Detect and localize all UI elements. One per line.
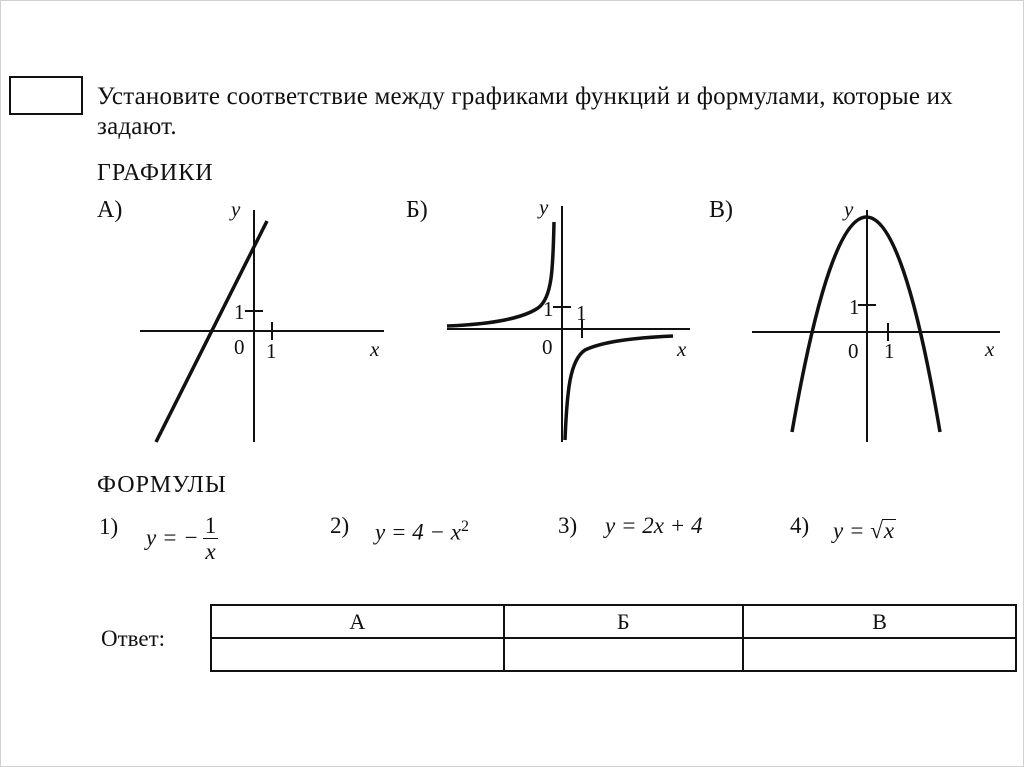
formula-4-lhs: y = √ (833, 518, 883, 543)
answer-header-a: А (211, 605, 504, 638)
answer-cell-b[interactable] (504, 638, 743, 671)
graph-b-branch-right (565, 336, 673, 440)
graph-b (447, 195, 690, 442)
formula-4 (833, 518, 896, 544)
graph-a-y-label: y (231, 197, 241, 221)
formula-2-number: 2) (330, 513, 350, 538)
graph-a-tick-x-label: 1 (266, 339, 277, 363)
formula-1-numerator: 1 (204, 513, 217, 538)
formula-1-number: 1) (99, 514, 119, 539)
graph-v-tick-x-label: 1 (884, 339, 895, 363)
graph-b-tick-y-label: 1 (543, 297, 554, 321)
graph-a-origin: 0 (234, 335, 245, 359)
graph-b-origin: 0 (542, 335, 553, 359)
answer-label: Ответ: (101, 626, 166, 651)
graph-a-tick-y-label: 1 (234, 300, 245, 324)
answer-cell-a[interactable] (211, 638, 504, 671)
formula-3: y = 2x + 4 (605, 513, 703, 538)
formula-3-number: 3) (558, 513, 578, 538)
task-text: Установите соответствие между графиками функций и формулами, которые их задают. (97, 83, 953, 140)
formula-2-exponent: 2 (460, 518, 469, 535)
graph-b-y-label: y (539, 195, 549, 219)
graph-v-x-label: x (985, 337, 995, 361)
formula-2-lhs: y = 4 − x (375, 519, 461, 545)
graphs-heading: ГРАФИКИ (97, 160, 214, 186)
graph-a (140, 197, 384, 442)
graph-b-tick-x-label: 1 (576, 301, 587, 325)
graph-v-origin: 0 (848, 339, 859, 363)
formula-4-number: 4) (790, 513, 810, 538)
answer-header-v: В (743, 605, 1016, 638)
formula-1-lhs: y = − (146, 524, 199, 550)
formula-1-denominator: x (203, 538, 219, 565)
graph-label-v: В) (709, 197, 733, 223)
graph-label-a: А) (97, 197, 123, 223)
graph-v (752, 197, 1000, 442)
formula-1 (146, 514, 218, 565)
graph-label-b: Б) (406, 197, 428, 223)
answer-header-row (211, 605, 1016, 638)
formula-1-fraction (203, 514, 219, 565)
formulas-heading: ФОРМУЛЫ (97, 472, 227, 498)
answer-input-row (211, 638, 1016, 671)
formula-2 (375, 518, 469, 546)
graph-b-branch-left (447, 222, 554, 326)
answer-table (210, 604, 1017, 672)
graph-a-x-label: x (370, 337, 380, 361)
graph-v-y-label: y (844, 197, 854, 221)
graph-b-x-label: x (677, 337, 687, 361)
answer-header-b: Б (504, 605, 743, 638)
answer-cell-v[interactable] (743, 638, 1016, 671)
formula-4-radicand: x (883, 518, 895, 543)
graph-v-tick-y-label: 1 (849, 295, 860, 319)
